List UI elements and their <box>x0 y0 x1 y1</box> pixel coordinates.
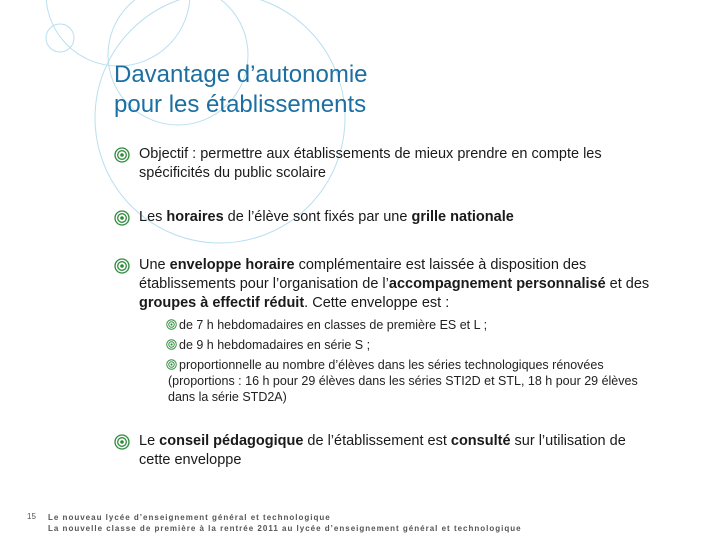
sub-item-text: proportionnelle au nombre d’élèves dans les séries technologiques rénovées <box>179 358 604 372</box>
bold-text: groupes à effectif réduit <box>139 295 305 311</box>
text: Une <box>139 257 170 273</box>
bullet-enveloppe-line1 <box>139 256 714 275</box>
target-bullet-icon <box>114 210 130 226</box>
bullet-enveloppe-line3 <box>139 294 714 313</box>
footer-line2: La nouvelle classe de première à la rentrée 2011 au lycée d’enseignement général et technologique <box>48 524 522 533</box>
text: Les <box>139 209 167 225</box>
text: complémentaire est laissée à disposition des <box>294 257 587 273</box>
footer-line1: Le nouveau lycée d’enseignement général et technologique <box>48 513 331 522</box>
bold-text: conseil pédagogique <box>159 433 304 449</box>
target-bullet-icon <box>114 147 130 163</box>
text: Le <box>139 433 160 449</box>
target-bullet-icon <box>114 434 130 450</box>
text: de l’élève sont fixés par une <box>223 209 412 225</box>
target-bullet-icon <box>166 339 177 350</box>
slide-title-line2: pour les établissements <box>114 91 367 118</box>
bullet-conseil-line2: cette enveloppe <box>139 452 242 468</box>
sub-item-continuation <box>168 373 638 405</box>
slide-title-line1: Davantage d’autonomie <box>114 61 368 88</box>
page-number: 15 <box>27 512 36 521</box>
sub-item-text: de 7 h hebdomadaires en classes de première ES et L ; <box>179 318 488 332</box>
bold-text: grille nationale <box>411 209 514 225</box>
bold-text: enveloppe horaire <box>169 257 295 273</box>
text: et des <box>605 276 650 292</box>
bullet-objectif-line1: Objectif : permettre aux établissements de mieux prendre en compte les <box>139 146 602 162</box>
sub-item-text: (proportions : 16 h pour 29 élèves dans les séries STI2D et STL, 18 h pour 29 élèves <box>168 374 638 388</box>
slide-title <box>114 60 368 120</box>
bullet-conseil-line1 <box>139 432 699 451</box>
bold-text: horaires <box>166 209 224 225</box>
sub-item-text: dans la série STD2A) <box>168 390 287 404</box>
text: de l’établissement est <box>303 433 451 449</box>
target-bullet-icon <box>114 258 130 274</box>
sub-item-text: de 9 h hebdomadaires en série S ; <box>179 338 371 352</box>
text: établissements pour l’organisation de l’ <box>139 276 389 292</box>
text: . Cette enveloppe est : <box>304 295 450 311</box>
target-bullet-icon <box>166 359 177 370</box>
text: sur l’utilisation de <box>510 433 626 449</box>
bullet-objectif-line2: spécificités du public scolaire <box>139 165 326 181</box>
bullet-enveloppe-line2 <box>139 275 714 294</box>
target-bullet-icon <box>166 319 177 330</box>
bold-text: accompagnement personnalisé <box>388 276 606 292</box>
bold-text: consulté <box>450 433 511 449</box>
